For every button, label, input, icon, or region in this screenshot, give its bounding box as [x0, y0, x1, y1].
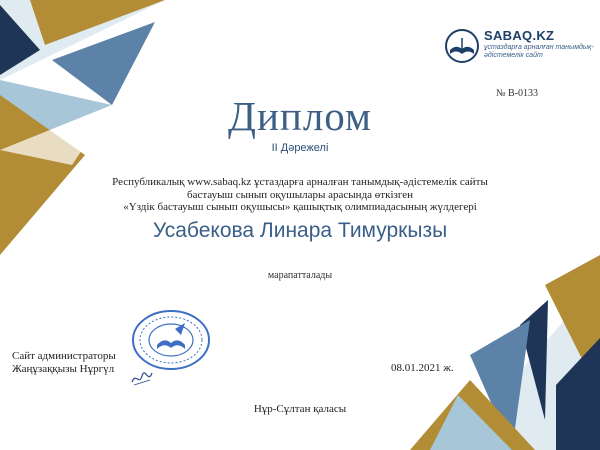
- awarded-text: марапатталады: [267, 270, 333, 281]
- description-line: Республикалық www.sabaq.kz ұстаздарға арналған танымдық-әдістемелік сайты: [112, 176, 488, 188]
- sabaq-logo: [444, 26, 594, 70]
- book-logo-icon: [444, 28, 480, 64]
- brand-tagline: ұстаздарға арналған танымдық-әдістемелік сайт: [484, 44, 594, 59]
- brand-name: SABAQ.KZ: [484, 28, 555, 43]
- admin-signature-block: [12, 350, 116, 376]
- admin-title: Сайт администраторы: [12, 350, 116, 362]
- recipient-name: Усабекова Линара Тимуркызы: [152, 219, 448, 242]
- issue-date: 08.01.2021 ж.: [391, 362, 454, 374]
- admin-name: Жаңұзаққызы Нұргүл: [12, 363, 115, 375]
- stamp-seal-icon: [131, 309, 211, 371]
- diploma-title: Диплом: [228, 93, 372, 139]
- description-line: «Үздік бастауыш сынып оқушысы» қашықтық олимпиадасының жүлдегері: [123, 201, 477, 213]
- signature-icon: [130, 368, 154, 388]
- issue-city: Нұр-Сұлтан қаласы: [253, 403, 347, 415]
- diploma-number: № B-0133: [496, 88, 539, 99]
- description-line: бастауыш сынып оқушылары арасында өткізген: [187, 188, 413, 201]
- diploma-degree: II Дәрежелі: [271, 142, 329, 154]
- diploma-description: [80, 176, 520, 214]
